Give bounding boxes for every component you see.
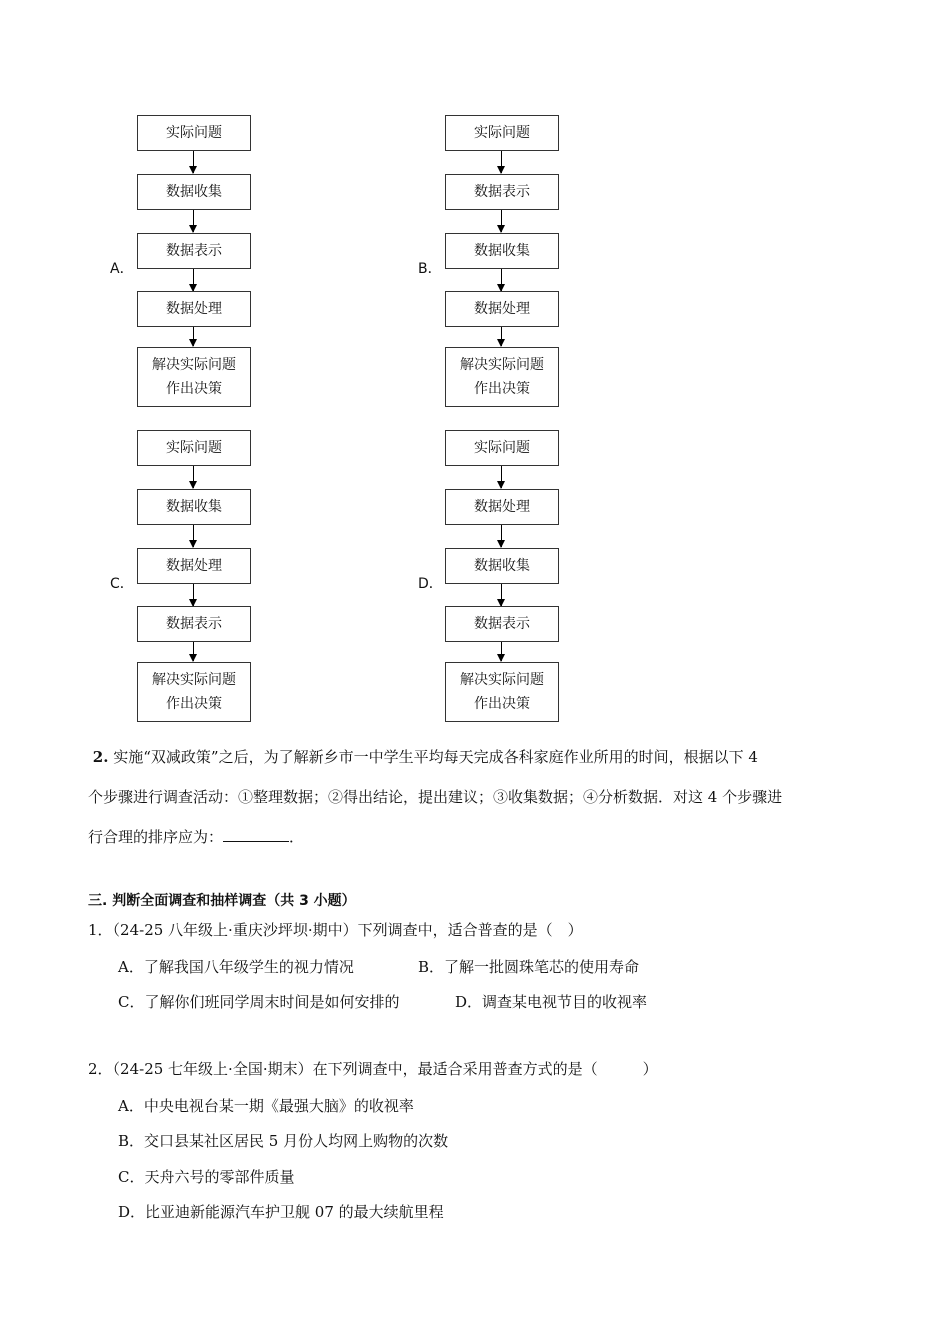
choice-a: A．中央电视台某一期《最强大脑》的收视率 <box>118 1097 414 1115</box>
flow-final-line: 作出决策 <box>166 381 222 397</box>
flow-final-line: 作出决策 <box>166 696 222 712</box>
flow-step: 数据表示 <box>137 233 251 269</box>
flow-step: 数据表示 <box>445 174 559 210</box>
flow-final-line: 作出决策 <box>474 696 530 712</box>
flow-step: 数据收集 <box>445 548 559 584</box>
flow-step: 实际问题 <box>137 115 251 151</box>
flow-step: 数据处理 <box>445 291 559 327</box>
flow-step: 数据处理 <box>445 489 559 525</box>
flow-final-step <box>137 662 251 722</box>
flow-step: 数据收集 <box>137 489 251 525</box>
flow-arrow <box>501 269 502 291</box>
flow-final-line: 解决实际问题 <box>152 357 236 373</box>
choice-b: B．了解一批圆珠笔芯的使用寿命 <box>418 958 640 976</box>
flow-arrow <box>501 151 502 173</box>
question-stem: 2．（24-25 七年级上·全国·期末）在下列调查中，最适合采用普查方式的是（ ） <box>88 1060 658 1078</box>
flow-arrow <box>501 327 502 346</box>
flow-arrow <box>193 466 194 488</box>
flow-final-line: 解决实际问题 <box>460 672 544 688</box>
choice-d: D．比亚迪新能源汽车护卫舰 07 的最大续航里程 <box>118 1203 444 1221</box>
question-stem: 1．（24-25 八年级上·重庆沙坪坝·期中）下列调查中，适合普查的是（ ） <box>88 921 583 939</box>
q2-line-1 <box>88 746 758 767</box>
option-d-label: D． <box>418 576 443 592</box>
answer-blank[interactable] <box>223 827 289 842</box>
flow-arrow <box>193 327 194 346</box>
flow-step: 数据处理 <box>137 548 251 584</box>
flow-arrow <box>501 584 502 606</box>
flow-final-step <box>137 347 251 407</box>
flow-final-line: 作出决策 <box>474 381 530 397</box>
choice-b: B．交口县某社区居民 5 月份人均网上购物的次数 <box>118 1132 449 1150</box>
flow-step: 数据收集 <box>137 174 251 210</box>
flow-arrow <box>193 210 194 232</box>
q2-text-3-end: ． <box>289 828 305 846</box>
flow-step: 数据收集 <box>445 233 559 269</box>
choice-a: A．了解我国八年级学生的视力情况 <box>118 958 354 976</box>
flow-arrow <box>501 642 502 661</box>
q2-line-2: 个步骤进行调查活动：①整理数据；②得出结论，提出建议；③收集数据；④分析数据．对这 4 个步骤进 <box>88 788 783 806</box>
choice-c: C．天舟六号的零部件质量 <box>118 1168 295 1186</box>
q2-text-1: 实施“双减政策”之后，为了解新乡市一中学生平均每天完成各科家庭作业所用的时间，根据以下 4 <box>113 748 758 766</box>
flow-arrow <box>501 466 502 488</box>
q2-text-3: 行合理的排序应为： <box>88 828 224 846</box>
flow-final-line: 解决实际问题 <box>460 357 544 373</box>
flow-arrow <box>193 642 194 661</box>
flow-step: 实际问题 <box>137 430 251 466</box>
option-b-label: B． <box>418 261 442 277</box>
option-c-label: C． <box>110 576 134 592</box>
flow-step: 数据表示 <box>445 606 559 642</box>
flow-step: 数据表示 <box>137 606 251 642</box>
flow-arrow <box>193 584 194 606</box>
flow-final-step <box>445 662 559 722</box>
flow-arrow <box>193 151 194 173</box>
choice-d: D．调查某电视节目的收视率 <box>455 993 648 1011</box>
flow-step: 数据处理 <box>137 291 251 327</box>
flow-final-line: 解决实际问题 <box>152 672 236 688</box>
q2-number: 2. <box>92 748 109 766</box>
choice-c: C．了解你们班同学周末时间是如何安排的 <box>118 993 400 1011</box>
flow-step: 实际问题 <box>445 430 559 466</box>
q2-line-3 <box>88 826 304 847</box>
flow-final-step <box>445 347 559 407</box>
flow-arrow <box>501 210 502 232</box>
section-title: 三. 判断全面调查和抽样调查（共 3 小题） <box>88 893 356 909</box>
flow-arrow <box>501 525 502 547</box>
option-a-label: A． <box>110 261 134 277</box>
flow-arrow <box>193 525 194 547</box>
flow-arrow <box>193 269 194 291</box>
flow-step: 实际问题 <box>445 115 559 151</box>
